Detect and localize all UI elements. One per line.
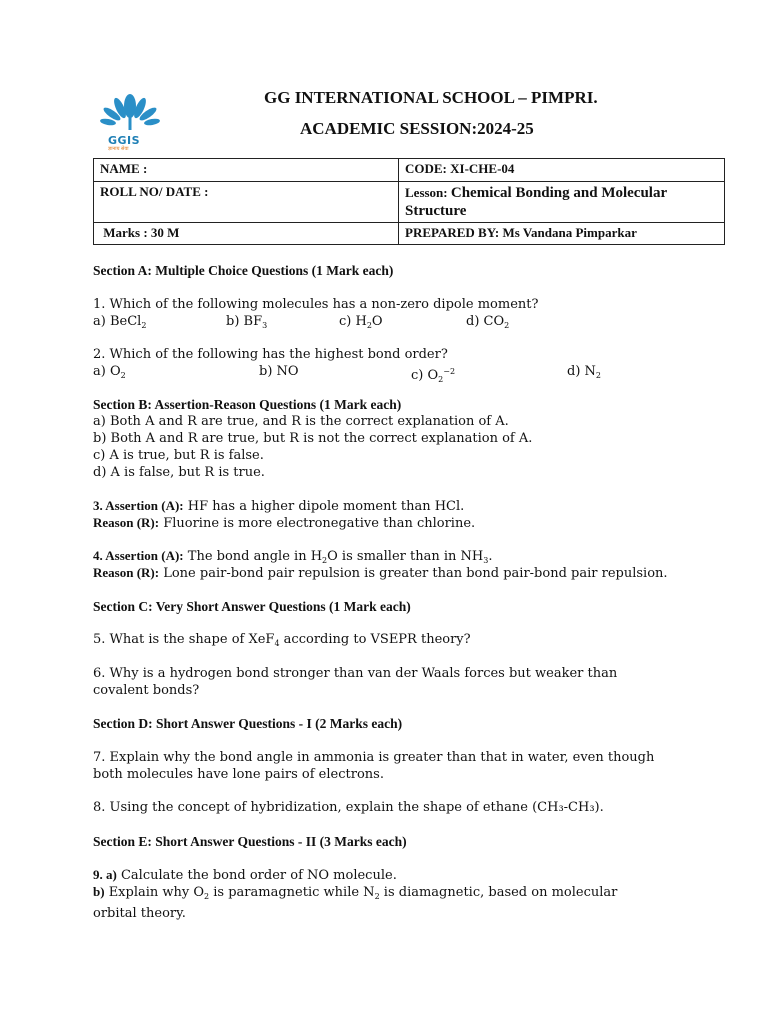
section-c-title: Section C: Very Short Answer Questions (1 Mark each): [93, 599, 411, 614]
q4-assertion: 4. Assertion (A): The bond angle in $H_2O$ is smaller than in $NH_3$.: [93, 548, 493, 565]
logo-subtext: ज्ञानाय सेवा: [108, 146, 129, 152]
student-info-table: [93, 158, 725, 245]
question-7: 7. Explain why the bond angle in ammonia is greater than that in water, even though both molecules have lone pairs of electrons.: [93, 750, 655, 782]
marks-label: Marks : 30 M: [103, 225, 180, 240]
question-6: 6. Why is a hydrogen bond stronger than van der Waals forces but weaker than covalent bonds?: [93, 666, 618, 698]
q1-option-c: c) $H_2O$: [339, 314, 383, 330]
q2-option-c: c) $O_2^{-2}$: [411, 367, 456, 384]
q1-option-d: d) $CO_2$: [466, 314, 510, 330]
lesson-title: Chemical Bonding and Molecular Structure: [405, 185, 667, 219]
section-b-title: Section B: Assertion-Reason Questions (1 Mark each): [93, 397, 402, 412]
section-d-title: Section D: Short Answer Questions - I (2 Marks each): [93, 716, 403, 731]
academic-session: ACADEMIC SESSION:2024-25: [300, 119, 534, 138]
section-a-title: Section A: Multiple Choice Questions (1 Mark each): [93, 263, 394, 278]
school-name: GG INTERNATIONAL SCHOOL – PIMPRI.: [264, 88, 598, 107]
question-5: 5. What is the shape of XeF$_4$ according to VSEPR theory?: [93, 632, 471, 648]
roll-date-label: ROLL NO/ DATE :: [100, 184, 209, 199]
ar-option-b: b) Both A and R are true, but R is not the correct explanation of A.: [93, 431, 533, 446]
q2-option-a: a) $O_2$: [93, 364, 126, 380]
section-e-title: Section E: Short Answer Questions - II (3 Marks each): [93, 834, 407, 849]
ar-option-d: d) A is false, but R is true.: [93, 465, 265, 480]
q3-reason: Reason (R): Fluorine is more electronegative than chlorine.: [93, 515, 476, 531]
question-9a: 9. a) Calculate the bond order of NO molecule.: [93, 867, 397, 883]
ar-option-c: c) A is true, but R is false.: [93, 448, 264, 463]
ar-option-a: a) Both A and R are true, and R is the correct explanation of A.: [93, 414, 509, 429]
question-9b: b) Explain why $O_2$ is paramagnetic while $N_2$ is diamagnetic, based on molecular orbital theory.: [93, 884, 618, 921]
lesson-label: Lesson:: [405, 185, 448, 200]
logo-text: GGIS: [108, 134, 141, 147]
q1-option-a: a) BeCl$_2$: [93, 314, 147, 330]
q3-assertion: 3. Assertion (A): HF has a higher dipole moment than HCl.: [93, 498, 465, 514]
name-label: NAME :: [100, 161, 148, 176]
q2-option-b: b) NO: [259, 364, 299, 379]
question-2: 2. Which of the following has the highest bond order?: [93, 347, 448, 362]
prepared-by: PREPARED BY: Ms Vandana Pimparkar: [405, 225, 637, 240]
question-1: 1. Which of the following molecules has a non-zero dipole moment?: [93, 297, 539, 312]
question-8: 8. Using the concept of hybridization, explain the shape of ethane (CH₃-CH₃).: [93, 800, 604, 815]
q4-reason: Reason (R): Lone pair-bond pair repulsion is greater than bond pair-bond pair repulsion.: [93, 565, 668, 581]
q2-option-d: d) $N_2$: [567, 364, 601, 380]
q1-option-b: b) $BF_3$: [226, 314, 268, 330]
code-label: CODE: XI-CHE-04: [405, 161, 515, 176]
